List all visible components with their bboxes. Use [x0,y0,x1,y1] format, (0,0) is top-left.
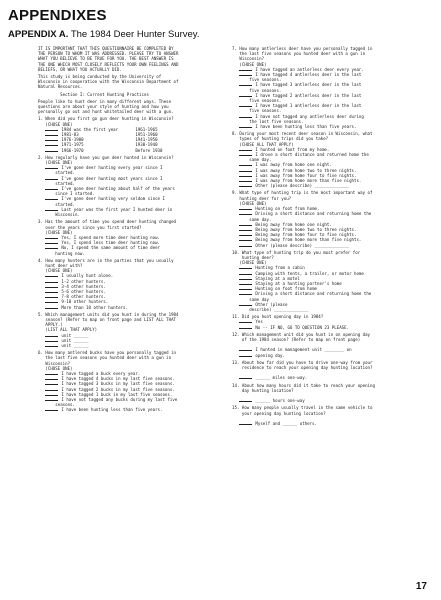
section-intro-line: People like to hunt deer in many different ways. These [38,98,172,104]
checkbox-blank[interactable] [239,106,252,107]
answer-option: five seasons. [249,108,282,114]
answer-instruction: (CHOSE ONE) [232,200,267,206]
checkbox-blank[interactable] [45,168,58,169]
question-text: over the years since you first started? [38,224,142,230]
answer-instruction: (CHOSE ONE) [232,260,267,266]
checkbox-blank[interactable] [45,145,58,146]
question-text: 6. How many antlered bucks have you personally tagged in [38,350,177,356]
question-text: the last five seasons you hunted deer with a gun in [232,51,366,57]
checkbox-blank[interactable] [45,308,58,309]
checkbox-blank[interactable] [45,189,58,190]
checkbox-blank[interactable] [45,384,58,385]
checkbox-blank[interactable] [45,130,58,131]
answer-option[interactable]: I have tagged 1 antlerless deer in the last [232,103,432,108]
answer-option[interactable]: 1-2 other hunters. [38,279,228,284]
appendix-label: APPENDIX A. [8,29,69,40]
answer-option[interactable]: I have tagged an antlerless deer every year. [232,67,432,72]
answer-option[interactable]: I was away from home two to three nights. [232,168,432,173]
checkbox-blank[interactable] [239,155,252,156]
checkbox-blank[interactable] [45,135,58,136]
checkbox-blank[interactable] [45,341,58,342]
appendix-heading: APPENDIXES [8,7,107,24]
checkbox-blank[interactable] [45,238,58,239]
intro-line: IT IS IMPORTANT THAT THIS QUESTIONNAIRE BE COMPLETED BY [38,46,174,51]
section-intro-line: personally go out and hunt whitetailed deer with a gun. [38,109,174,115]
checkbox-blank[interactable] [239,165,252,166]
right-question-1 [232,46,432,129]
answer-option[interactable]: opening day. [232,353,432,358]
answer-option[interactable]: I have not tagged any antlerless deer during [232,114,432,119]
left-question-1 [38,116,228,152]
question-text: hunt deer with? [38,262,83,268]
left-question-5 [38,312,228,348]
right-question-4 [232,250,432,312]
checkbox-blank[interactable] [239,328,252,329]
answer-instruction: (CHOSE ALL THAT APPLY) [232,141,294,147]
checkbox-blank[interactable] [239,279,252,280]
checkbox-blank[interactable] [45,400,58,401]
checkbox-blank[interactable] [239,322,252,323]
answer-option[interactable]: Other (please describe) ______________ [232,243,432,248]
question-text: your opening day hunting location? [232,410,326,416]
right-question-5 [232,314,432,330]
right-question-3 [232,190,432,247]
checkbox-blank[interactable] [239,176,252,177]
answer-option[interactable]: Hunting on foot from home. [232,206,432,211]
appendix-subheading [8,29,200,40]
checkbox-blank[interactable] [239,186,252,187]
answer-option[interactable]: I have not tagged any bucks during my last five [38,397,228,402]
answer-instruction: (CHOSE ONE) [38,160,73,166]
answer-option[interactable]: I have tagged 4 bucks in my last five seasons. [38,376,228,381]
answer-instruction: (CHOSE ONE) [38,268,73,274]
answer-option: started. [55,201,75,207]
answer-option[interactable]: Hunting from a cabin [232,265,432,270]
question-text: hunting deer? [232,254,274,260]
answer-option[interactable]: I was away from home one night. [232,162,432,167]
question-text: residence to reach your opening day hunting location? [232,364,373,370]
answer-option[interactable]: Being away from home four to five nights. [232,232,432,237]
checkbox-blank[interactable] [239,356,252,357]
question-text: day hunting location? [232,387,294,393]
answer-option[interactable]: I usually hunt alone. [38,273,228,278]
question-text: 9. What type of hunting trip is the most important way of [232,190,373,196]
answer-option[interactable]: ______ hours one-way [232,398,432,403]
answer-option[interactable]: I have tagged 2 bucks in my last five seasons. [38,387,228,392]
checkbox-blank[interactable] [239,268,252,269]
checkbox-blank[interactable] [239,171,252,172]
answer-instruction: (CHOSE ONE) [38,121,73,127]
checkbox-blank[interactable] [239,127,252,128]
answer-option[interactable]: 1981-83 1951-1960 [38,132,228,137]
answer-option[interactable]: I was away from home four to five nights. [232,173,432,178]
right-question-2 [232,131,432,188]
answer-option[interactable]: I have tagged 3 antlerless deer in the last [232,82,432,87]
checkbox-blank[interactable] [45,346,58,347]
checkbox-blank[interactable] [45,379,58,380]
answer-option[interactable]: Driving a short distance and returning home the [232,291,432,296]
right-question-7 [232,360,432,381]
answer-option[interactable]: Camping with tents, a trailer, or motor home [232,271,432,276]
checkbox-blank[interactable] [45,151,58,152]
checkbox-blank[interactable] [239,214,252,215]
answer-option[interactable]: 1966-1970 Before 1930 [38,148,228,153]
checkbox-blank[interactable] [239,350,252,351]
answer-option[interactable]: 9-10 other hunters. [38,299,228,304]
answer-option[interactable]: I have been hunting less than five years. [232,124,432,129]
question-text: 4. How many hunters are in the parties that you usually [38,257,174,263]
answer-option[interactable]: No, I spend the same amount of time deer [38,245,228,250]
question-text: types of hunting trips did you take? [232,136,329,142]
answer-option: five seasons. [249,87,282,93]
checkbox-blank[interactable] [45,395,58,396]
answer-option: five seasons. [249,98,282,104]
answer-option[interactable]: Last year was the first year I hunted deer in [38,207,228,212]
answer-option: since I started. [55,191,95,197]
question-text: 3. Has the amount of time you spend deer hunting changed [38,219,177,225]
answer-option[interactable]: unit ______ [38,338,228,343]
answer-option: hunting now. [55,250,85,256]
answer-option: same day [249,296,269,302]
question-text: of the 1984 season? (Refer to map on front page) [232,336,361,342]
checkbox-blank[interactable] [45,140,58,141]
answer-option[interactable]: 1971-1975 1930-1940 [38,142,228,147]
checkbox-blank[interactable] [239,209,252,210]
answer-option[interactable]: Yes, I spend more time deer hunting now. [38,235,228,240]
question-text: season? (Refer to map on front page and LIST ALL THAT [38,316,177,322]
answer-option[interactable]: Other (please describe) ______________ [232,183,432,188]
checkbox-blank[interactable] [239,181,252,182]
question-text: Wisconsin? [38,360,71,366]
checkbox-blank[interactable] [239,378,252,379]
section-title [38,92,228,97]
question-text: 7. How many antlerless deer have you personally tagged in [232,46,373,51]
answer-option[interactable]: I have tagged 1 buck in my last five seasons. [38,392,228,397]
left-question-3 [38,219,228,255]
answer-option[interactable]: 7-8 other hunters. [38,294,228,299]
checkbox-blank[interactable] [239,240,252,241]
answer-option[interactable]: I hunted in management unit ________ on [232,347,432,352]
intro-paragraph [38,46,228,72]
answer-option[interactable]: unit ______ [38,343,228,348]
checkbox-blank[interactable] [45,179,58,180]
study-note [38,74,228,90]
appendix-title: The 1984 Deer Hunter Survey. [70,29,200,40]
left-question-4 [38,258,228,310]
checkbox-blank[interactable] [239,150,252,151]
answer-option[interactable]: I have tagged a buck every year. [38,371,228,376]
checkbox-blank[interactable] [239,235,252,236]
checkbox-blank[interactable] [239,424,252,425]
answer-option[interactable]: I've gone deer hunting most years since I [38,176,228,181]
checkbox-blank[interactable] [45,210,58,211]
answer-option[interactable]: unit ______ [38,333,228,338]
answer-option[interactable]: Staying at a hunting partner's home [232,281,432,286]
question-text: 13. About how far did you have to drive one-way from your [232,359,373,365]
checkbox-blank[interactable] [239,401,252,402]
answer-option[interactable]: I've gone deer hunting about half of the years [38,186,228,191]
intro-line: THE PERSON TO WHOM IT WAS ADDRESSED. PLEASE TRY TO ANSWER [38,51,179,57]
checkbox-blank[interactable] [239,284,252,285]
checkbox-blank[interactable] [239,294,252,295]
left-column [38,46,228,415]
question-text: 1. When did you first go gun deer hunting in Wisconsin? [38,116,174,122]
checkbox-blank[interactable] [239,70,252,71]
answer-option: seasons. [55,402,75,408]
answer-option[interactable]: I have tagged 2 antlerless deer in the last [232,93,432,98]
checkbox-blank[interactable] [45,336,58,337]
checkbox-blank[interactable] [45,287,58,288]
answer-option[interactable]: Being away from home two to three nights. [232,227,432,232]
checkbox-blank[interactable] [239,96,252,97]
answer-option[interactable]: Driving a short distance and returning home the [232,211,432,216]
study-note-line: Natural Resources. [38,84,83,90]
question-text: 11. Did you hunt opening day in 1984? [232,314,324,320]
checkbox-blank[interactable] [45,297,58,298]
answer-option[interactable]: I have been hunting less than five years. [38,407,228,412]
study-note-line: This study is being conducted by the University of [38,74,162,80]
answer-option: started. [55,170,75,176]
checkbox-blank[interactable] [239,225,252,226]
checkbox-blank[interactable] [239,246,252,247]
checkbox-blank[interactable] [45,276,58,277]
answer-option: Wisconsin. [55,212,80,218]
checkbox-blank[interactable] [239,85,252,86]
answer-option[interactable]: I've gone deer hunting every year since I [38,165,228,170]
right-question-6 [232,332,432,358]
question-text: 5. Which management units did you hunt in during the 1984 [38,311,179,317]
answer-instruction: (CHOSE ONE) [38,365,73,371]
question-text: 14. About how many hours did it take to reach your opening [232,382,375,388]
answer-option[interactable]: I drove a short distance and returned home the [232,152,432,157]
question-text: APPLY.) [38,322,63,328]
question-text: the last five seasons you hunted deer with a gun in [38,355,172,361]
section-intro [38,99,228,115]
answer-option[interactable]: I was away from home more than five nights. [232,178,432,183]
answer-option: same day. [249,216,272,222]
answer-option: five seasons. [249,77,282,83]
checkbox-blank[interactable] [45,243,58,244]
checkbox-blank[interactable] [239,75,252,76]
question-text: 8. During your most recent deer season in Wisconsin, what [232,131,373,137]
answer-option[interactable]: Yes [232,319,432,324]
answer-instruction: (CHOSE ONE) [38,229,73,235]
checkbox-blank[interactable] [45,374,58,375]
answer-option[interactable]: I have tagged 3 bucks in my last five seasons. [38,381,228,386]
page-number: 17 [415,581,427,592]
answer-option[interactable]: Yes, I spend less time deer hunting now. [38,240,228,245]
right-column [232,46,432,428]
question-text: 12. Which management unit did you hunt in on opening day [232,331,371,337]
checkbox-blank[interactable] [45,302,58,303]
question-text: Wisconsin? [232,56,265,62]
section-intro-line: questions are about your style of hunting and how you [38,104,169,110]
answer-option[interactable]: I hunted on foot from my home. [232,147,432,152]
answer-option: describe) ______________ [249,306,309,312]
question-text: hunting deer for you? [232,195,292,201]
right-question-8 [232,383,432,404]
answer-option[interactable]: I have tagged 4 antlerless deer in the last [232,72,432,77]
answer-option: the last five seasons. [249,118,304,124]
answer-option[interactable]: No -- IF NO, GO TO QUESTION 23 PLEASE. [232,325,432,330]
intro-line: WHAT YOU BELIEVE TO BE TRUE FOR YOU. THE BEST ANSWER IS [38,56,174,62]
answer-option[interactable]: More than 10 other hunters. [38,305,228,310]
intro-line: THE ONE WHICH MOST CLOSELY REFLECTS YOUR OWN FEELINGS AND [38,61,179,67]
checkbox-blank[interactable] [239,305,252,306]
left-question-6 [38,350,228,412]
answer-option[interactable]: Other (please [232,302,432,307]
checkbox-blank[interactable] [45,292,58,293]
checkbox-blank[interactable] [45,282,58,283]
answer-option[interactable]: 5-6 other hunters. [38,289,228,294]
intro-line: BELIEFS, OR WHAT YOU ACTUALLY DID. [38,66,122,72]
checkbox-blank[interactable] [45,390,58,391]
checkbox-blank[interactable] [239,274,252,275]
answer-option[interactable]: Staying at a motel [232,276,432,281]
question-text: 2. How regularly have you gun deer hunted in Wisconsin? [38,154,174,160]
left-question-2 [38,155,228,217]
answer-option[interactable]: Being away from home more than five nights. [232,237,432,242]
answer-option[interactable]: I've gone deer hunting very seldom since I [38,196,228,201]
question-text: 15. How many people usually travel in the same vehicle to [232,405,373,411]
answer-instruction: (CHOSE ONE) [232,61,267,67]
checkbox-blank[interactable] [45,199,58,200]
checkbox-blank[interactable] [45,248,58,249]
checkbox-blank[interactable] [239,117,252,118]
answer-instruction: (LIST ALL THAT APPLY) [38,327,98,333]
answer-option[interactable]: Hunting on foot from home [232,286,432,291]
question-text: 10. What type of hunting trip do you most prefer for [232,249,361,255]
answer-option[interactable]: Being away from home one night. [232,222,432,227]
answer-option: started. [55,180,75,186]
answer-option[interactable]: Myself and ______ others. [232,421,432,426]
checkbox-blank[interactable] [45,410,58,411]
answer-option[interactable]: 1984 was the first year 1961-1965 [38,127,228,132]
checkbox-blank[interactable] [239,230,252,231]
answer-option: same day. [249,157,272,163]
checkbox-blank[interactable] [239,289,252,290]
answer-option[interactable]: ______ miles one-way. [232,375,432,380]
right-question-9 [232,405,432,426]
answer-option[interactable]: 1976-1980 1941-1950 [38,137,228,142]
study-note-line: Wisconsin in cooperation with the Wisconsin Department of [38,79,179,85]
section-title-text: Section I: Current Hunting Practices [38,91,149,97]
answer-option[interactable]: 3-4 other hunters. [38,284,228,289]
